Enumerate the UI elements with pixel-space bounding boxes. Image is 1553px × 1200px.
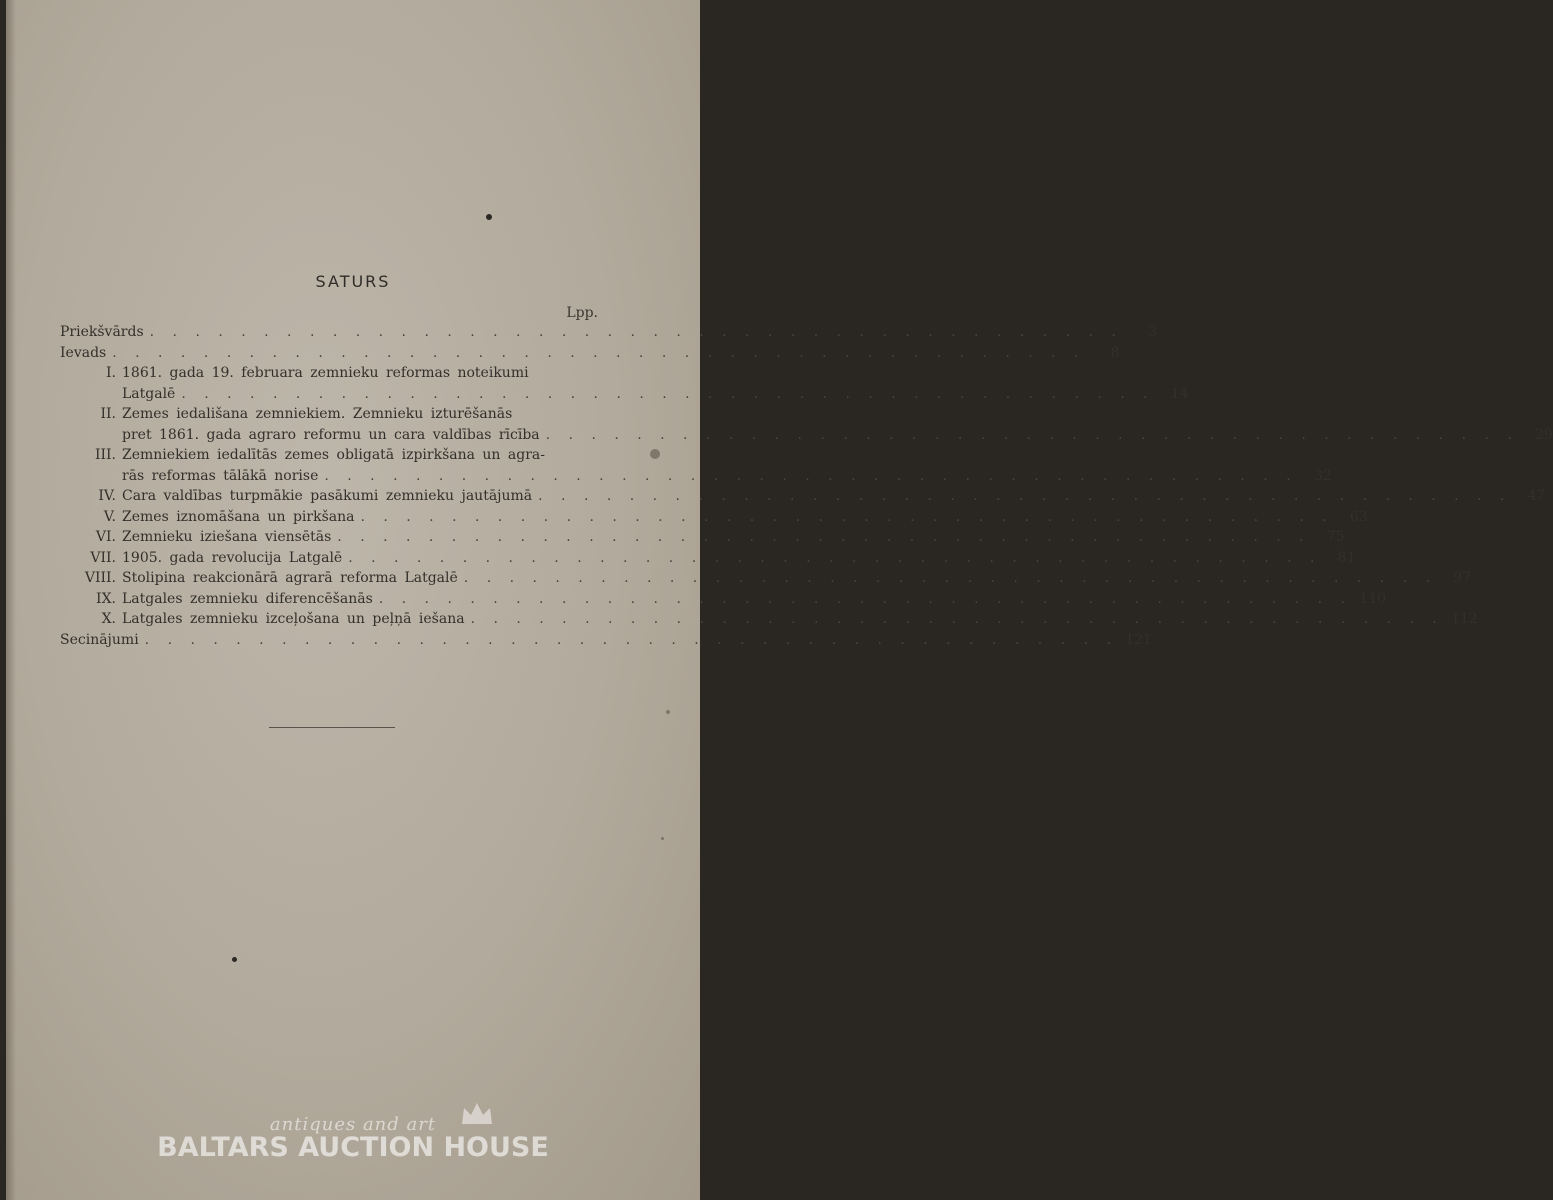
page-number: 32 xyxy=(1313,467,1332,484)
toc-entry xyxy=(60,322,1157,343)
page-number: 81 xyxy=(1337,549,1356,566)
page-edge-shadow xyxy=(6,0,16,1200)
dot-leader: . . . . . . . . . . . . . . . . . . . . . . . . . . . . . . . . . . . . . . . . . . . xyxy=(360,508,1334,525)
toc-line xyxy=(60,404,606,425)
chapter-number: V. xyxy=(103,508,116,525)
toc-line xyxy=(60,589,1387,610)
toc-line xyxy=(60,548,1356,569)
entry-title: pret 1861. gada agraro reformu un cara valdības rīcība xyxy=(122,426,540,443)
chapter-number: II. xyxy=(100,406,116,422)
entry-title: Zemes iznomāšana un pirkšana xyxy=(122,508,355,525)
dot-leader: . . . . . . . . . . . . . . . . . . . . . . . . . . . . . . . . . . . . . . . . . . . xyxy=(470,611,1444,627)
page-number: 8 xyxy=(1110,344,1120,361)
page-number: 14 xyxy=(1170,385,1189,402)
page-number: 63 xyxy=(1349,508,1368,525)
toc-line xyxy=(60,568,1472,589)
entry-title: Secinājumi xyxy=(60,631,139,648)
toc-line xyxy=(60,466,1332,487)
dot-leader: . . . . . . . . . . . . . . . . . . . . . . . . . . . . . . . . . . . . . . . . . . . xyxy=(181,385,1155,402)
dot-leader: . . . . . . . . . . . . . . . . . . . . . . . . . . . . . . . . . . . . . . . . . . . xyxy=(538,488,1512,504)
page-number: 29 xyxy=(1535,426,1553,443)
entry-title: Latgales zemnieku diferencēšanās xyxy=(122,590,373,607)
page-number: 75 xyxy=(1326,529,1345,545)
page-number: 112 xyxy=(1451,611,1478,627)
toc-line xyxy=(60,343,1120,364)
entry-title: Zemniekiem iedalītās zemes obligatā izpirkšana un agra- xyxy=(122,447,545,463)
toc-entry xyxy=(60,404,1553,445)
watermark-name: BALTARS AUCTION HOUSE xyxy=(157,1132,549,1163)
dot-leader: . . . . . . . . . . . . . . . . . . . . . . . . . . . . . . . . . . . . . . . . . . . xyxy=(378,590,1353,607)
table-of-contents xyxy=(60,322,1553,650)
chapter-number: X. xyxy=(101,611,116,627)
dot-leader: . . . . . . . . . . . . . . . . . . . . . . . . . . . . . . . . . . . . . . . . . . . xyxy=(144,631,1118,648)
page-number: 3 xyxy=(1148,324,1157,340)
toc-entry xyxy=(60,568,1472,589)
toc-entry xyxy=(60,507,1368,528)
toc-line xyxy=(60,486,1546,507)
toc-line xyxy=(60,384,1189,405)
toc-entry xyxy=(60,445,1332,486)
toc-line xyxy=(60,322,1157,343)
entry-title: Cara valdības turpmākie pasākumi zemnieku jautājumā xyxy=(122,488,533,504)
book-page xyxy=(6,0,1553,1200)
entry-title: rās reformas tālākā norise xyxy=(122,467,319,484)
entry-title: Ievads xyxy=(60,344,107,361)
toc-entry xyxy=(60,363,1189,404)
chapter-number: VIII. xyxy=(84,570,116,586)
chapter-number: III. xyxy=(94,447,116,463)
toc-entry xyxy=(60,343,1120,364)
divider-rule xyxy=(269,727,395,728)
dot-leader: . . . . . . . . . . . . . . . . . . . . . . . . . . . . . . . . . . . . . . . . . . . xyxy=(463,570,1438,586)
page-title: SATURS xyxy=(315,272,391,291)
dot-leader: . . . . . . . . . . . . . . . . . . . . . . . . . . . . . . . . . . . . . . . . . . . xyxy=(337,529,1311,545)
paper-spot xyxy=(650,449,660,459)
paper-spot xyxy=(666,710,670,714)
toc-entry xyxy=(60,630,1152,651)
toc-entry xyxy=(60,589,1387,610)
toc-line xyxy=(60,527,1345,548)
page-column-header: Lpp. xyxy=(566,305,598,321)
entry-title: 1861. gada 19. februara zemnieku reformas noteikumi xyxy=(122,365,529,381)
entry-title: Priekšvārds xyxy=(60,324,144,340)
toc-entry xyxy=(60,548,1356,569)
page-number: 110 xyxy=(1359,590,1387,607)
page-number: 121 xyxy=(1125,631,1152,648)
chapter-number: IV. xyxy=(98,488,116,504)
toc-line xyxy=(60,630,1152,651)
dot-leader: . . . . . . . . . . . . . . . . . . . . . . . . . . . . . . . . . . . . . . . . . . . xyxy=(348,549,1322,566)
entry-title: Stolipina reakcionārā agrarā reforma Latgalē xyxy=(122,570,458,586)
paper-spot xyxy=(661,837,664,840)
ink-speck xyxy=(232,957,237,962)
toc-entry xyxy=(60,609,1478,630)
entry-title: Zemes iedališana zemniekiem. Zemnieku izturēšanās xyxy=(122,406,513,422)
watermark-tagline: antiques and art xyxy=(269,1114,437,1135)
page-number: 97 xyxy=(1453,570,1472,586)
chapter-number: VII. xyxy=(90,549,116,566)
entry-title: Latgalē xyxy=(122,385,176,402)
entry-title: Latgales zemnieku izceļošana un peļņā iešana xyxy=(122,611,465,627)
toc-line xyxy=(60,445,606,466)
toc-line xyxy=(60,425,1553,446)
page-number: 47 xyxy=(1527,488,1546,504)
entry-title: Zemnieku iziešana viensētās xyxy=(122,529,332,545)
dot-leader: . . . . . . . . . . . . . . . . . . . . . . . . . . . . . . . . . . . . . . . . . . . xyxy=(324,467,1298,484)
toc-entry xyxy=(60,527,1345,548)
toc-line xyxy=(60,609,1478,630)
chapter-number: IX. xyxy=(96,590,116,607)
dot-leader: . . . . . . . . . . . . . . . . . . . . . . . . . . . . . . . . . . . . . . . . . . . xyxy=(112,344,1086,361)
entry-title: 1905. gada revolucija Latgalē xyxy=(122,549,343,566)
ink-speck xyxy=(486,214,492,220)
dot-leader: . . . . . . . . . . . . . . . . . . . . . . . . . . . . . . . . . . . . . . . . . . . xyxy=(545,426,1519,443)
toc-line xyxy=(60,363,606,384)
chapter-number: I. xyxy=(106,365,116,381)
toc-entry xyxy=(60,486,1546,507)
dot-leader: . . . . . . . . . . . . . . . . . . . . . . . . . . . . . . . . . . . . . . . . . . . xyxy=(149,324,1123,340)
toc-line xyxy=(60,507,1368,528)
chapter-number: VI. xyxy=(95,529,116,545)
